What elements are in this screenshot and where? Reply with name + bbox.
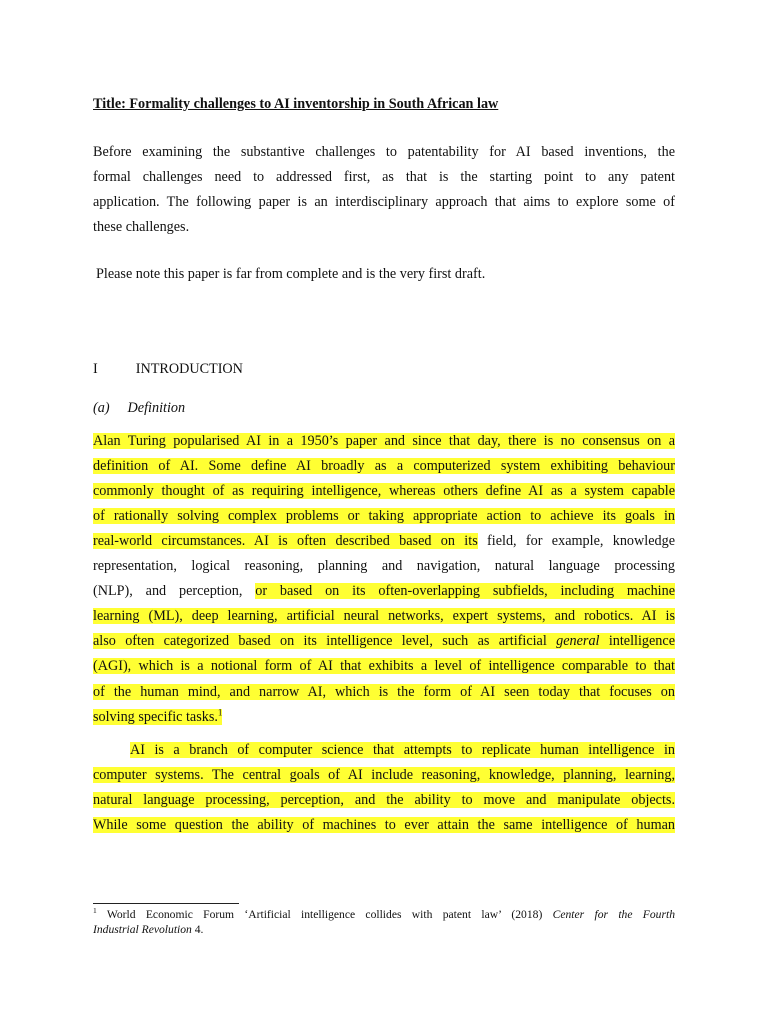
para1-line-1: Alan Turing popularised AI in a 1950’s paper and since that day, there is no consensus on a — [93, 433, 675, 449]
para2-line-1: AI is a branch of computer science that attempts to replicate human intelligence in — [130, 742, 675, 758]
draft-note: Please note this paper is far from complete and is the very first draft. — [96, 266, 486, 282]
para1-line-3: commonly thought of as requiring intelligence, whereas others define AI as a system capable — [93, 483, 675, 499]
section-number: I — [93, 361, 98, 377]
subsection-title: Definition — [127, 400, 186, 416]
footnote-separator — [93, 903, 239, 904]
para1-line-5: real-world circumstances. AI is often described based on its field, for example, knowledge — [93, 533, 675, 549]
intro-line-1: Before examining the substantive challenges to patentability for AI based inventions, the — [93, 144, 675, 160]
para2-line-2: computer systems. The central goals of AI include reasoning, knowledge, planning, learning, — [93, 767, 675, 783]
para1-line-7: (NLP), and perception, or based on its often-overlapping subfields, including machine — [93, 583, 675, 599]
subsection-label: (a) — [93, 400, 110, 416]
para2-line-4: While some question the ability of machines to ever attain the same intelligence of human — [93, 817, 675, 833]
intro-line-2: formal challenges need to addressed first, as that is the starting point to any patent — [93, 169, 675, 185]
para1-line-6: representation, logical reasoning, planning and navigation, natural language processing — [93, 558, 675, 574]
section-title: INTRODUCTION — [135, 361, 243, 377]
intro-line-3: application. The following paper is an interdisciplinary approach that aims to explore some of — [93, 194, 675, 210]
footnote-number: 1 — [93, 906, 97, 916]
para1-line-2: definition of AI. Some define AI broadly as a computerized system exhibiting behaviour — [93, 458, 675, 474]
footnote-line-1: $^1$ World Economic Forum ‘Artificial intelligence collides with patent law’ (2018) Center for the Fourth — [93, 906, 675, 921]
para1-line-10: (AGI), which is a notional form of AI that exhibits a level of intelligence comparable to that — [93, 658, 675, 674]
footnote-ref-1[interactable]: 1 — [217, 707, 223, 718]
intro-line-4: these challenges. — [93, 219, 190, 235]
para1-line-12: solving specific tasks.$^1$ — [93, 707, 223, 725]
para1-line-8: learning (ML), deep learning, artificial neural networks, expert systems, and robotics. AI is — [93, 608, 675, 624]
subsection-heading — [93, 399, 675, 417]
document-title: Title: Formality challenges to AI inventorship in South African law — [93, 96, 499, 112]
para2-line-3: natural language processing, perception, and the ability to move and manipulate objects. — [93, 792, 675, 808]
para1-line-4: of rationally solving complex problems or taking appropriate action to achieve its goals in — [93, 508, 675, 524]
footnote-line-2: Industrial Revolution 4. — [93, 923, 204, 936]
section-heading — [93, 360, 675, 378]
para1-line-9: also often categorized based on its intelligence level, such as artificial general intelligence — [93, 633, 675, 649]
para1-line-11: of the human mind, and narrow AI, which is the form of AI seen today that focuses on — [93, 684, 675, 700]
